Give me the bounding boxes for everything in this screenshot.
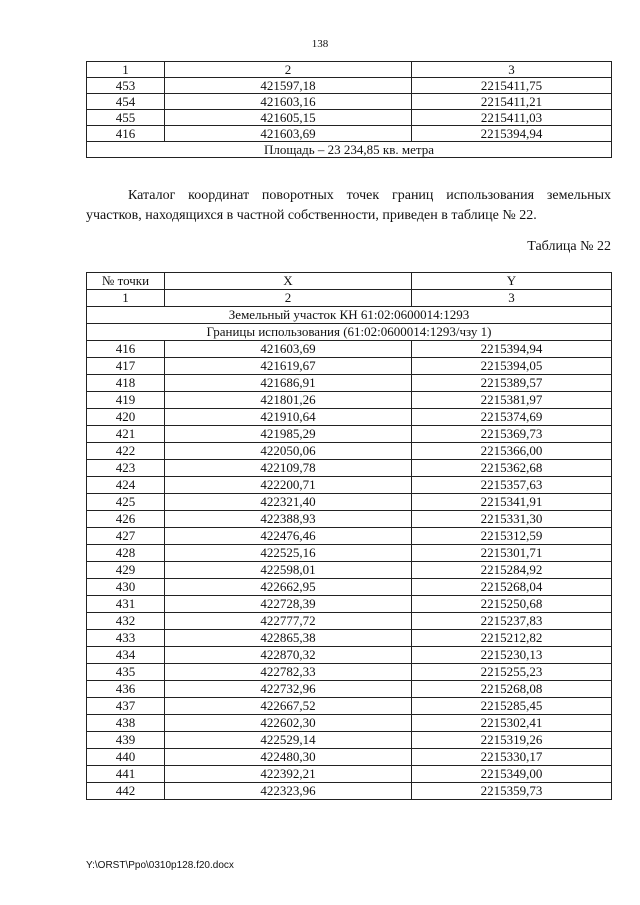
table-row	[87, 681, 612, 698]
y-coordinate-cell: 2215268,04	[412, 579, 612, 596]
table-row	[87, 647, 612, 664]
y-coordinate-cell: 2215312,59	[412, 528, 612, 545]
y-coordinate-cell: 2215411,75	[412, 78, 612, 94]
point-number-cell: 455	[87, 110, 165, 126]
y-header-cell: Y	[412, 273, 612, 290]
parcel-cell: Земельный участок КН 61:02:0600014:1293	[87, 307, 612, 324]
x-coordinate-cell: 422050,06	[165, 443, 412, 460]
x-coordinate-cell: 421801,26	[165, 392, 412, 409]
y-coordinate-cell: 2215255,23	[412, 664, 612, 681]
coordinates-table-continued	[86, 61, 612, 158]
x-coordinate-cell: 422323,96	[165, 783, 412, 800]
table-header-row	[87, 62, 612, 78]
y-coordinate-cell: 2215212,82	[412, 630, 612, 647]
y-coordinate-cell: 2215394,94	[412, 341, 612, 358]
table-row	[87, 392, 612, 409]
point-number-cell: 438	[87, 715, 165, 732]
y-coordinate-cell: 2215302,41	[412, 715, 612, 732]
y-coordinate-cell: 2215362,68	[412, 460, 612, 477]
point-number-cell: 441	[87, 766, 165, 783]
x-header-cell: X	[165, 273, 412, 290]
x-coordinate-cell: 422728,39	[165, 596, 412, 613]
y-coordinate-cell: 2215381,97	[412, 392, 612, 409]
x-coordinate-cell: 421910,64	[165, 409, 412, 426]
point-number-cell: 435	[87, 664, 165, 681]
point-number-cell: 453	[87, 78, 165, 94]
column-number-row	[87, 290, 612, 307]
table-row	[87, 596, 612, 613]
point-number-cell: 416	[87, 341, 165, 358]
table-row	[87, 630, 612, 647]
table-row	[87, 613, 612, 630]
point-number-cell: 429	[87, 562, 165, 579]
table-row	[87, 477, 612, 494]
point-number-cell: 423	[87, 460, 165, 477]
x-coordinate-cell: 422200,71	[165, 477, 412, 494]
table-row	[87, 341, 612, 358]
boundary-cell: Границы использования (61:02:0600014:1293/чзу 1)	[87, 324, 612, 341]
table-row	[87, 698, 612, 715]
table-caption: Таблица № 22	[527, 239, 611, 254]
point-number-cell: 425	[87, 494, 165, 511]
y-coordinate-cell: 2215301,71	[412, 545, 612, 562]
table-row	[87, 443, 612, 460]
point-header-cell: № точки	[87, 273, 165, 290]
y-coordinate-cell: 2215285,45	[412, 698, 612, 715]
table-row	[87, 749, 612, 766]
y-coordinate-cell: 2215230,13	[412, 647, 612, 664]
table-row	[87, 783, 612, 800]
point-number-cell: 427	[87, 528, 165, 545]
point-number-cell: 431	[87, 596, 165, 613]
x-coordinate-cell: 422525,16	[165, 545, 412, 562]
y-coordinate-cell: 2215411,21	[412, 94, 612, 110]
x-coordinate-cell: 422476,46	[165, 528, 412, 545]
area-row	[87, 142, 612, 158]
point-number-cell: 416	[87, 126, 165, 142]
point-number-cell: 418	[87, 375, 165, 392]
table-row	[87, 426, 612, 443]
x-coordinate-cell: 422667,52	[165, 698, 412, 715]
y-coordinate-cell: 2215366,00	[412, 443, 612, 460]
table-row	[87, 664, 612, 681]
x-coordinate-cell: 421686,91	[165, 375, 412, 392]
point-number-cell: 426	[87, 511, 165, 528]
x-coordinate-cell: 422480,30	[165, 749, 412, 766]
point-number-cell: 454	[87, 94, 165, 110]
point-number-cell: 420	[87, 409, 165, 426]
x-coordinate-cell: 421619,67	[165, 358, 412, 375]
paragraph-line-1: Каталог координат поворотных точек границ использования земельных	[128, 188, 611, 203]
point-number-cell: 440	[87, 749, 165, 766]
x-coordinate-cell: 422865,38	[165, 630, 412, 647]
y-coordinate-cell: 2215369,73	[412, 426, 612, 443]
point-number-cell: 417	[87, 358, 165, 375]
table-row	[87, 715, 612, 732]
table-row	[87, 94, 612, 110]
table-row	[87, 460, 612, 477]
x-coordinate-cell: 422598,01	[165, 562, 412, 579]
y-coordinate-cell: 2215374,69	[412, 409, 612, 426]
x-coordinate-cell: 422321,40	[165, 494, 412, 511]
x-coordinate-cell: 421605,15	[165, 110, 412, 126]
point-number-cell: 437	[87, 698, 165, 715]
table-row	[87, 579, 612, 596]
x-coordinate-cell: 422602,30	[165, 715, 412, 732]
point-number-cell: 442	[87, 783, 165, 800]
catalog-paragraph	[86, 186, 611, 226]
table-row	[87, 110, 612, 126]
column-number-cell: 1	[87, 62, 165, 78]
coordinates-table-22	[86, 272, 612, 800]
point-number-cell: 422	[87, 443, 165, 460]
point-number-cell: 419	[87, 392, 165, 409]
table-row	[87, 511, 612, 528]
point-number-cell: 424	[87, 477, 165, 494]
y-coordinate-cell: 2215250,68	[412, 596, 612, 613]
y-coordinate-cell: 2215389,57	[412, 375, 612, 392]
x-coordinate-cell: 422109,78	[165, 460, 412, 477]
point-number-cell: 439	[87, 732, 165, 749]
x-coordinate-cell: 421985,29	[165, 426, 412, 443]
point-number-cell: 436	[87, 681, 165, 698]
table-row	[87, 562, 612, 579]
x-coordinate-cell: 422777,72	[165, 613, 412, 630]
y-coordinate-cell: 2215394,94	[412, 126, 612, 142]
y-coordinate-cell: 2215331,30	[412, 511, 612, 528]
point-number-cell: 432	[87, 613, 165, 630]
point-number-cell: 421	[87, 426, 165, 443]
x-coordinate-cell: 421603,16	[165, 94, 412, 110]
column-number-cell: 2	[165, 62, 412, 78]
table-row	[87, 545, 612, 562]
y-coordinate-cell: 2215330,17	[412, 749, 612, 766]
area-cell: Площадь – 23 234,85 кв. метра	[87, 142, 612, 158]
x-coordinate-cell: 422392,21	[165, 766, 412, 783]
table-row	[87, 732, 612, 749]
table-row	[87, 358, 612, 375]
file-path-footer: Y:\ORST\Ppo\0310p128.f20.docx	[86, 860, 234, 871]
y-coordinate-cell: 2215319,26	[412, 732, 612, 749]
boundary-row	[87, 324, 612, 341]
x-coordinate-cell: 422870,32	[165, 647, 412, 664]
x-coordinate-cell: 421603,69	[165, 341, 412, 358]
page-number: 138	[311, 38, 329, 50]
table-row	[87, 528, 612, 545]
y-coordinate-cell: 2215284,92	[412, 562, 612, 579]
x-coordinate-cell: 422388,93	[165, 511, 412, 528]
table-row	[87, 78, 612, 94]
column-number-cell: 3	[412, 62, 612, 78]
table-row	[87, 375, 612, 392]
y-coordinate-cell: 2215341,91	[412, 494, 612, 511]
x-coordinate-cell: 422782,33	[165, 664, 412, 681]
parcel-row	[87, 307, 612, 324]
x-coordinate-cell: 422732,96	[165, 681, 412, 698]
point-number-cell: 428	[87, 545, 165, 562]
point-number-cell: 434	[87, 647, 165, 664]
table-row	[87, 126, 612, 142]
point-number-cell: 430	[87, 579, 165, 596]
x-coordinate-cell: 422662,95	[165, 579, 412, 596]
y-coordinate-cell: 2215349,00	[412, 766, 612, 783]
x-coordinate-cell: 422529,14	[165, 732, 412, 749]
x-coordinate-cell: 421597,18	[165, 78, 412, 94]
column-number-cell: 2	[165, 290, 412, 307]
table-row	[87, 494, 612, 511]
y-coordinate-cell: 2215411,03	[412, 110, 612, 126]
y-coordinate-cell: 2215394,05	[412, 358, 612, 375]
x-coordinate-cell: 421603,69	[165, 126, 412, 142]
y-coordinate-cell: 2215359,73	[412, 783, 612, 800]
table-row	[87, 766, 612, 783]
column-number-cell: 1	[87, 290, 165, 307]
table-header-row	[87, 273, 612, 290]
paragraph-line-2: участков, находящихся в частной собственности, приведен в таблице № 22.	[86, 208, 537, 223]
table-row	[87, 409, 612, 426]
y-coordinate-cell: 2215357,63	[412, 477, 612, 494]
y-coordinate-cell: 2215237,83	[412, 613, 612, 630]
y-coordinate-cell: 2215268,08	[412, 681, 612, 698]
column-number-cell: 3	[412, 290, 612, 307]
point-number-cell: 433	[87, 630, 165, 647]
